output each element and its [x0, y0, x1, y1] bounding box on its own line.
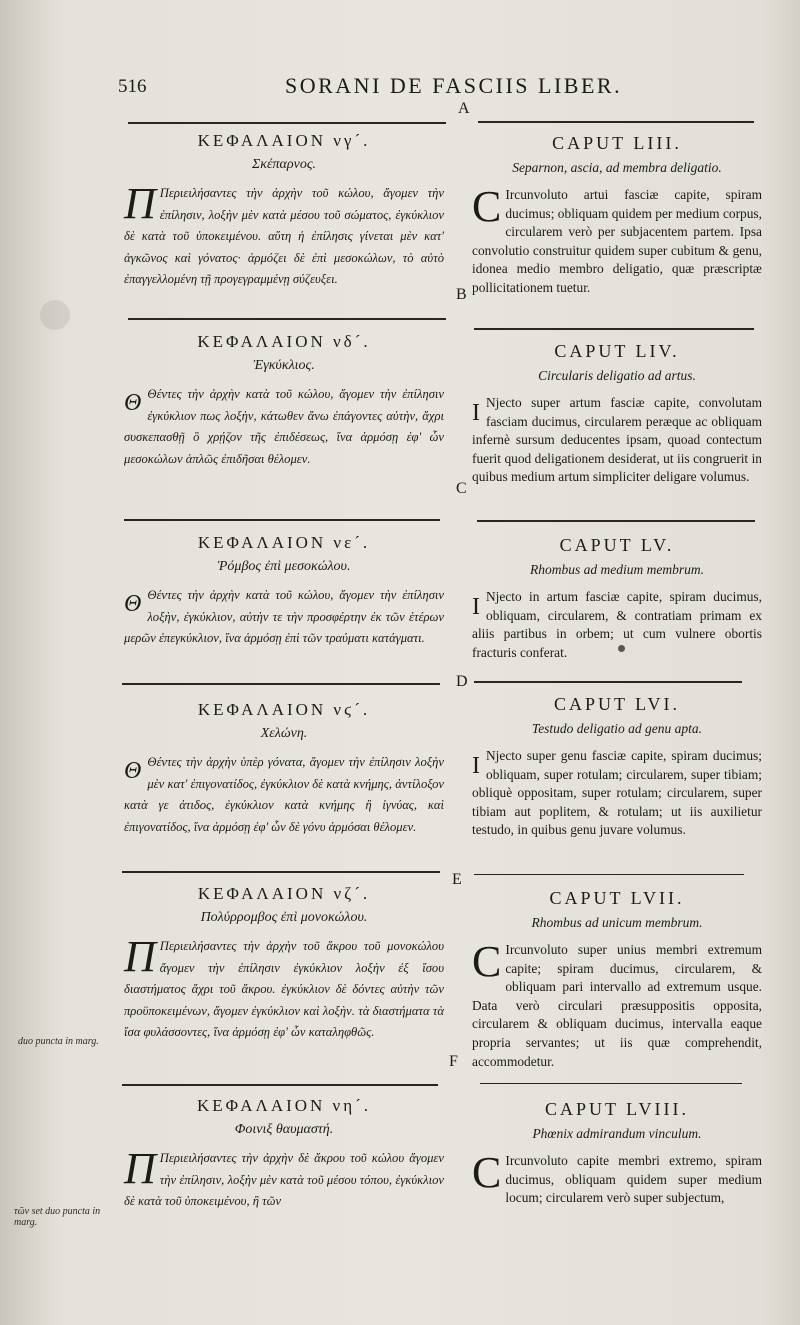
- chapter-heading: CAPUT LV.: [559, 535, 675, 555]
- chapter-body: Θέντες τὴν ἀρχὴν κατὰ τοῦ κώλου, ἄγομεν τὴν ἐπίλησιν λοξὴν, ἐγκύκλιον, αὐτὴν τε τὴν προσφέρτην ἐκ τῶν ἑτέρων μερῶν ἐπεγκύκλιον, ἵνα ἁρμόσῃ ἐπὶ τῶν τραύματι κατάγματι.: [124, 588, 444, 645]
- chapter-text: [124, 1144, 444, 1213]
- chapter-heading: ΚΕΦΑΛΑΙΟΝ νη´.: [196, 1096, 372, 1115]
- chapter-heading: CAPUT LIII.: [552, 133, 682, 153]
- chapter-text: [124, 752, 444, 838]
- chapter-subtitle: Σκέπαρνος.: [251, 157, 317, 172]
- rule: [124, 519, 440, 521]
- latin-chapter-54: [472, 341, 762, 487]
- rule: [122, 683, 440, 685]
- chapter-heading: CAPUT LIV.: [554, 341, 680, 361]
- chapter-text: [472, 937, 762, 1071]
- chapter-body: Περιειλήσαντες τὴν ἀρχὴν δὲ ἄκρου τοῦ κώλου ἄγομεν τὴν ἐπίλησιν, λοξὴν μὲν κατὰ τοῦ μέσου τόπου, ἐγκύκλιον δὲ κατὰ τοῦ ὑποκειμένου, ἢ τῶν: [124, 1151, 444, 1208]
- rule: [128, 122, 446, 124]
- chapter-heading: ΚΕΦΑΛΑΙΟΝ νγ´.: [197, 131, 371, 150]
- margin-mark-f: F: [449, 1053, 458, 1070]
- ink-spot: [618, 645, 625, 652]
- chapter-body: Ircunvoluto super unius membri extremum capite; spiram ducimus, circularem, & obliquam pari intervallo ad extremum usque. Data verò circulari præsuppositis opposita, circularem & obliquam ducimus, intervalla eaque propria servantes; ut iis quæ comprehendit, accommodetur.: [472, 942, 762, 1069]
- chapter-body: Njecto super genu fasciæ capite, spiram ducimus; obliquam, super rotulam; circularem, super tibiam; obliquè oppositam, super rotulam; circularem, super tibiam aut poplitem, & rotulam; ut iis auxilietur testudo, in quibus genu juvare volumus.: [472, 748, 762, 838]
- chapter-text: [472, 588, 762, 662]
- drop-initial: Θ: [124, 758, 142, 784]
- chapter-heading: ΚΕΦΑΛΑΙΟΝ νϛ´.: [197, 700, 371, 719]
- margin-mark-c: C: [456, 480, 467, 497]
- rule: [474, 328, 754, 330]
- drop-initial: C: [472, 937, 502, 986]
- rule: [128, 318, 446, 320]
- chapter-subtitle: Circularis deligatio ad artus.: [538, 368, 696, 383]
- chapter-text: [124, 179, 444, 291]
- chapter-body: Περιειλήσαντες τὴν ἀρχὴν τοῦ ἄκρου τοῦ μονοκώλου ἄγομεν τὴν ἐπίλησιν ἐγκύκλιον λοξὴν ἐξ ἴσου διαστήματος ἄχρι τοῦ ἄκρου. ἐγκύκλιον δὲ δόντες αὐτὴν τῶν προϋποκειμένων, ἄγομεν ἐγκύκλιον καὶ λοξὴν. τὰ διαστήματα τὰ ἴσα φυλάσσοντες, ἵνα ἁρμόσῃ ἐφ' ὧν καταληφθῶς.: [124, 939, 444, 1039]
- greek-chapter-58: [124, 1096, 444, 1213]
- chapter-subtitle: Phœnix admirandum vinculum.: [532, 1126, 702, 1141]
- greek-chapter-53: [124, 131, 444, 291]
- drop-initial: Θ: [124, 591, 142, 617]
- paper-stain: [40, 300, 70, 330]
- chapter-heading: CAPUT LVI.: [553, 694, 681, 714]
- chapter-body: Θέντες τὴν ἀρχὴν ὑπὲρ γόνατα, ἄγομεν τὴν ἐπίλησιν λοξὴν μὲν κατ' ἐπιγονατίδος, ἐγκύκλιον δὲ κατὰ κνήμης, ἀντίλοξον κατὰ γε ἀτιδος, ἐγκύκλιον κατὰ κνήμης ἢ ἰγνύας, καὶ ἐπιγονατίδος, ἵνα ἁρμόσῃ ἐφ' ὧν δὲ γόνυ ἁρμόσαι θέλομεν.: [124, 755, 444, 834]
- drop-initial: Θ: [124, 390, 142, 416]
- chapter-subtitle: Χελώνη.: [260, 726, 308, 741]
- chapter-text: [472, 1148, 762, 1208]
- rule: [474, 874, 744, 875]
- margin-mark-e: E: [452, 871, 462, 888]
- greek-chapter-55: [124, 533, 444, 650]
- drop-initial: I: [472, 400, 480, 426]
- chapter-text: [472, 394, 762, 487]
- margin-mark-b: B: [456, 286, 467, 303]
- chapter-body: Ircunvoluto artui fasciæ capite, spiram ducimus; obliquam quidem per medium corpus, circularem verò per subjacentem partem. Ipsa convolutio construitur quidem super cubitum & genu, idonea medio membro deligatio, quæ præscriptæ pollicitationem tuetur.: [472, 187, 762, 295]
- chapter-body: Njecto super artum fasciæ capite, convolutam fasciam ducimus, circularem peræque ac obliquam infernè sursum deducentes ipsam, quoad contectum fuerit quod deligationem desiderat, ut iis congruerit in quibus medium artum simpliciter deligare volumus.: [472, 395, 762, 485]
- drop-initial: Π: [124, 932, 156, 981]
- latin-chapter-55: [472, 535, 762, 662]
- drop-initial: C: [472, 1148, 502, 1197]
- latin-chapter-53: [472, 133, 762, 298]
- rule: [122, 1084, 438, 1086]
- chapter-text: [472, 182, 762, 298]
- drop-initial: C: [472, 182, 502, 231]
- page-number: 516: [118, 76, 147, 97]
- drop-initial: I: [472, 594, 480, 620]
- handwritten-margin-note: τῶν set duo puncta in marg.: [14, 1206, 101, 1228]
- chapter-heading: ΚΕΦΑΛΑΙΟΝ νζ´.: [197, 884, 371, 903]
- latin-chapter-56: [472, 694, 762, 840]
- drop-initial: I: [472, 753, 480, 779]
- chapter-text: [124, 384, 444, 470]
- rule: [122, 871, 440, 873]
- chapter-text: [124, 932, 444, 1044]
- latin-chapter-58: [472, 1099, 762, 1208]
- rule: [480, 1083, 742, 1084]
- margin-mark-d: D: [456, 673, 468, 690]
- chapter-subtitle: Ῥόμβος ἐπὶ μεσοκώλου.: [217, 559, 351, 574]
- chapter-body: Περιειλήσαντες τὴν ἀρχὴν τοῦ κώλου, ἄγομεν τὴν ἐπίλησιν, λοξὴν μὲν κατὰ μέσου τοῦ σώματος, ἐγκύκλιον δὲ κατὰ τοῦ ὑποκειμένου. αὕτη ἡ ἐπίλησις γίνεται μὲν κατ' ἀγκῶνος καὶ γόνατος· ἁρμόζει δὲ ἐπὶ μεσοκώλων, τὸ αὐτὸ ἐπαγγελλομένη τῇ προγεγραμμένῃ σύζευξει.: [124, 186, 444, 286]
- rule: [478, 121, 754, 123]
- chapter-heading: CAPUT LVIII.: [544, 1099, 689, 1119]
- running-head: SORANI DE FASCIIS LIBER.: [285, 73, 623, 98]
- chapter-text: [124, 585, 444, 650]
- greek-chapter-56: [124, 700, 444, 838]
- chapter-subtitle: Φοινιξ θαυμαστή.: [234, 1122, 334, 1137]
- chapter-body: Θέντες τὴν ἀρχὴν κατὰ τοῦ κώλου, ἄγομεν τὴν ἐπίλησιν ἐγκύκλιον πως λοξὴν, κάτωθεν ἄνω ἐπάγοντες αὐτὴν, ἄχρι συσκεπασθῇ ὃ χρῄζον τῆς ἐπιδέσεως, ἵνα ἁρμόσῃ ἐφ' ὧν μεσοκώλων ἁπλῶς ἐπιδῆσαι θέλομεν.: [124, 387, 444, 466]
- chapter-text: [472, 747, 762, 840]
- greek-chapter-54: [124, 332, 444, 470]
- chapter-subtitle: Rhombus ad medium membrum.: [530, 562, 704, 577]
- rule: [474, 681, 742, 683]
- handwritten-margin-note: duo puncta in marg.: [18, 1036, 99, 1047]
- chapter-subtitle: Rhombus ad unicum membrum.: [531, 915, 703, 930]
- chapter-subtitle: Testudo deligatio ad genu apta.: [531, 721, 703, 736]
- chapter-subtitle: Ἐγκύκλιος.: [253, 358, 315, 373]
- greek-chapter-57: [124, 884, 444, 1044]
- chapter-body: Njecto in artum fasciæ capite, spiram ducimus, obliquam, circularem, & contratiam primam ex aliis partibus in orbem; ut cum vulnere obortis fracturis conferat.: [472, 589, 762, 660]
- chapter-subtitle: Separnon, ascia, ad membra deligatio.: [512, 160, 722, 175]
- drop-initial: Π: [124, 1144, 156, 1193]
- chapter-heading: CAPUT LVII.: [549, 888, 685, 908]
- chapter-body: Ircunvoluto capite membri extremo, spiram ducimus, obliquam quidem super medium locum; circularem verò super subjectum,: [505, 1153, 762, 1206]
- drop-initial: Π: [124, 179, 156, 228]
- chapter-subtitle: Πολύρρομβος ἐπὶ μονοκώλου.: [200, 910, 368, 925]
- rule: [477, 520, 755, 522]
- chapter-heading: ΚΕΦΑΛΑΙΟΝ νδ´.: [197, 332, 371, 351]
- chapter-heading: ΚΕΦΑΛΑΙΟΝ νε´.: [197, 533, 371, 552]
- latin-chapter-57: [472, 888, 762, 1071]
- margin-mark-a: A: [458, 100, 470, 117]
